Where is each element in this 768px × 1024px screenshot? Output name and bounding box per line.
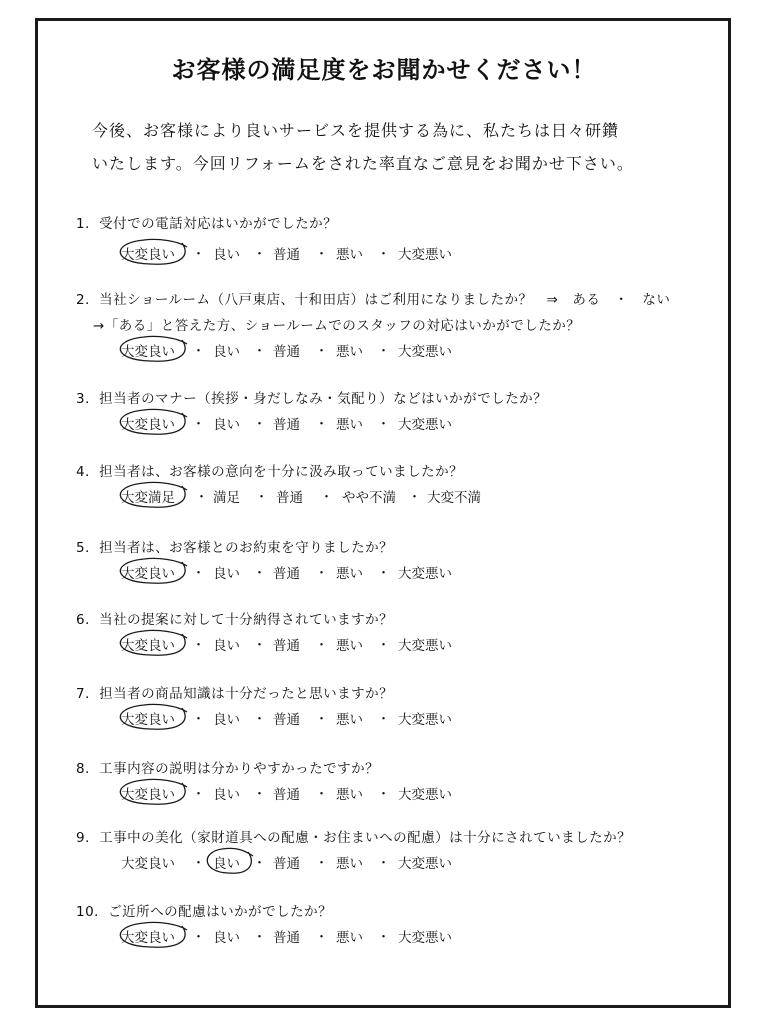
option-separator: ・ [192,566,206,581]
option-separator: ・ [320,490,334,505]
question-5-option-1[interactable]: 大変良い [121,566,175,582]
option-separator: ・ [377,787,391,802]
question-2-option-2[interactable]: 良い [213,344,240,360]
option-separator: ・ [315,638,329,653]
question-2-text: 2．当社ショールーム（八戸東店、十和田店）はご利用になりましたか？ ⇒ ある ・ ない [76,292,671,308]
option-separator: ・ [315,344,329,359]
option-separator: ・ [377,638,391,653]
option-separator: ・ [315,930,329,945]
option-separator: ・ [315,712,329,727]
option-separator: ・ [315,417,329,432]
question-4-option-4[interactable]: やや不満 [342,490,396,506]
question-1-option-1[interactable]: 大変良い [121,247,175,263]
option-separator: ・ [253,930,267,945]
intro-line-2: いたします。今回リフォームをされた率直なご意見をお聞かせ下さい。 [92,154,634,173]
option-separator: ・ [192,247,206,262]
option-separator: ・ [315,787,329,802]
option-separator: ・ [195,490,209,505]
option-separator: ・ [192,930,206,945]
option-separator: ・ [192,787,206,802]
question-9-option-2[interactable]: 良い [213,856,240,872]
option-separator: ・ [377,417,391,432]
question-1-option-4[interactable]: 悪い [336,247,363,263]
question-3-text: 3．担当者のマナー（挨拶・身だしなみ・気配り）などはいかがでしたか？ [76,391,548,407]
question-10-option-2[interactable]: 良い [213,930,240,946]
question-9-text: 9．工事中の美化（家財道具への配慮・お住まいへの配慮）は十分にされていましたか？ [76,830,632,846]
question-3-option-3[interactable]: 普通 [273,417,300,433]
question-9-option-4[interactable]: 悪い [336,856,363,872]
option-separator: ・ [253,344,267,359]
question-7-text: 7．担当者の商品知識は十分だったと思いますか？ [76,686,394,702]
option-separator: ・ [255,490,269,505]
question-7-option-1[interactable]: 大変良い [121,712,175,728]
option-separator: ・ [377,856,391,871]
option-separator: ・ [315,247,329,262]
question-4-option-5[interactable]: 大変不満 [427,490,481,506]
option-separator: ・ [192,638,206,653]
question-7-option-4[interactable]: 悪い [336,712,363,728]
option-separator: ・ [315,566,329,581]
option-separator: ・ [377,344,391,359]
question-8-option-3[interactable]: 普通 [273,787,300,803]
question-7-option-2[interactable]: 良い [213,712,240,728]
question-10-option-3[interactable]: 普通 [273,930,300,946]
question-5-option-5[interactable]: 大変悪い [398,566,452,582]
question-5-option-3[interactable]: 普通 [273,566,300,582]
option-separator: ・ [192,856,206,871]
question-5-text: 5．担当者は、お客様とのお約束を守りましたか？ [76,540,394,556]
option-separator: ・ [377,247,391,262]
question-8-option-4[interactable]: 悪い [336,787,363,803]
question-3-option-2[interactable]: 良い [213,417,240,433]
question-8-option-5[interactable]: 大変悪い [398,787,452,803]
question-7-option-5[interactable]: 大変悪い [398,712,452,728]
option-separator: ・ [192,344,206,359]
option-separator: ・ [408,490,422,505]
question-4-text: 4．担当者は、お客様の意向を十分に汲み取っていましたか？ [76,464,464,480]
question-5-option-4[interactable]: 悪い [336,566,363,582]
question-3-option-4[interactable]: 悪い [336,417,363,433]
option-separator: ・ [377,930,391,945]
option-separator: ・ [377,566,391,581]
intro-line-1: 今後、お客様により良いサービスを提供する為に、私たちは日々研鑽 [92,121,620,140]
question-6-option-5[interactable]: 大変悪い [398,638,452,654]
question-8-option-2[interactable]: 良い [213,787,240,803]
option-separator: ・ [253,856,267,871]
question-6-option-3[interactable]: 普通 [273,638,300,654]
option-separator: ・ [192,712,206,727]
option-separator: ・ [253,247,267,262]
question-1-option-5[interactable]: 大変悪い [398,247,452,263]
option-separator: ・ [315,856,329,871]
question-6-text: 6．当社の提案に対して十分納得されていますか？ [76,612,394,628]
option-separator: ・ [253,787,267,802]
option-separator: ・ [253,712,267,727]
question-9-option-3[interactable]: 普通 [273,856,300,872]
question-6-option-2[interactable]: 良い [213,638,240,654]
question-1-option-3[interactable]: 普通 [273,247,300,263]
question-3-option-1[interactable]: 大変良い [121,417,175,433]
question-3-option-5[interactable]: 大変悪い [398,417,452,433]
option-separator: ・ [253,638,267,653]
question-4-option-2[interactable]: 満足 [213,490,240,506]
question-6-option-1[interactable]: 大変良い [121,638,175,654]
question-10-option-4[interactable]: 悪い [336,930,363,946]
option-separator: ・ [253,566,267,581]
question-4-option-3[interactable]: 普通 [276,490,303,506]
option-separator: ・ [253,417,267,432]
question-2-option-5[interactable]: 大変悪い [398,344,452,360]
option-separator: ・ [377,712,391,727]
question-2-option-4[interactable]: 悪い [336,344,363,360]
question-10-option-5[interactable]: 大変悪い [398,930,452,946]
question-6-option-4[interactable]: 悪い [336,638,363,654]
question-2-option-1[interactable]: 大変良い [121,344,175,360]
option-separator: ・ [192,417,206,432]
question-2-followup: →「ある」と答えた方、ショールームでのスタッフの対応はいかがでしたか？ [93,318,581,334]
question-10-option-1[interactable]: 大変良い [121,930,175,946]
question-9-option-5[interactable]: 大変悪い [398,856,452,872]
question-1-option-2[interactable]: 良い [213,247,240,263]
question-1-text: 1．受付での電話対応はいかがでしたか？ [76,216,338,232]
question-8-text: 8．工事内容の説明は分かりやすかったですか？ [76,761,380,777]
page-title: お客様の満足度をお聞かせください！ [171,56,597,84]
question-5-option-2[interactable]: 良い [213,566,240,582]
question-9-option-1[interactable]: 大変良い [121,856,175,872]
question-4-option-1[interactable]: 大変満足 [121,490,175,506]
question-10-text: 10．ご近所への配慮はいかがでしたか？ [76,904,333,920]
question-2-option-3[interactable]: 普通 [273,344,300,360]
question-8-option-1[interactable]: 大変良い [121,787,175,803]
question-7-option-3[interactable]: 普通 [273,712,300,728]
